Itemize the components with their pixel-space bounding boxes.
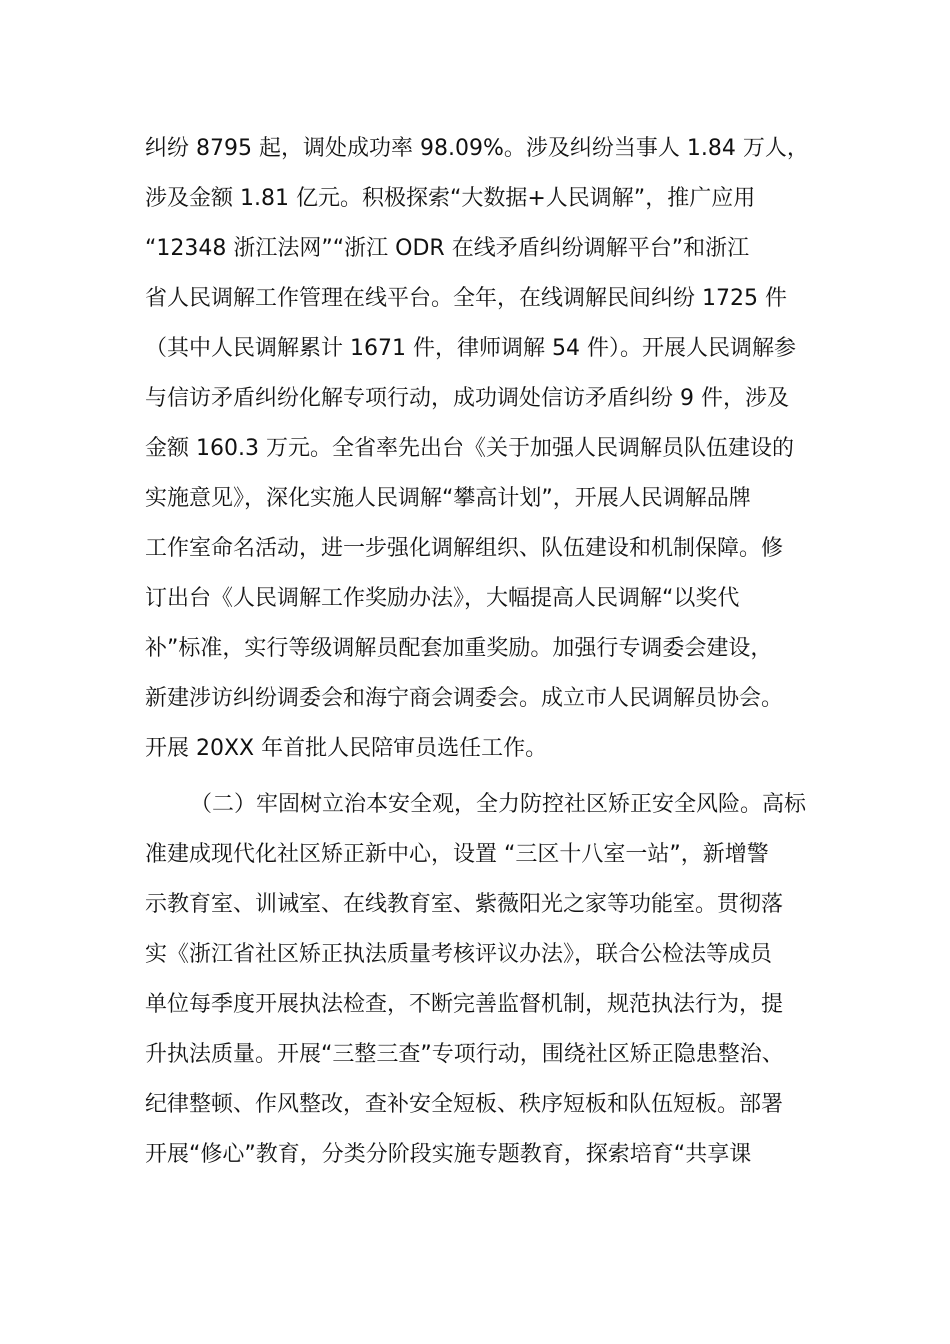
text-line-21: 开展“修心”教育，分类分阶段实施专题教育，探索培育“共享课 [145,1142,752,1167]
text-line-20: 纪律整顿、作风整改，查补安全短板、秩序短板和队伍短板。部署 [145,1092,784,1117]
text-line-10: 订出台《人民调解工作奖励办法》，大幅提高人民调解“以奖代 [145,586,740,611]
text-line-3: “12348 浙江法网”“浙江 ODR 在线矛盾纠纷调解平台”和浙江 [145,236,750,261]
section-heading-line: （二）牢固树立治本安全观，全力防控社区矫正安全风险。高标 [190,792,807,817]
text-line-13: 开展 20XX 年首批人民陪审员选任工作。 [145,736,548,761]
text-line-5: （其中人民调解累计 1671 件，律师调解 54 件）。开展人民调解参 [145,336,796,361]
text-line-7: 金额 160.3 万元。全省率先出台《关于加强人民调解员队伍建设的 [145,436,794,461]
text-line-19: 升执法质量。开展“三整三查”专项行动，围绕社区矫正隐患整治、 [145,1042,784,1067]
text-line-17: 实《浙江省社区矫正执法质量考核评议办法》，联合公检法等成员 [145,942,773,967]
text-line-18: 单位每季度开展执法检查，不断完善监督机制，规范执法行为，提 [145,992,784,1017]
text-line-6: 与信访矛盾纠纷化解专项行动，成功调处信访矛盾纠纷 9 件，涉及 [145,386,789,411]
text-line-15: 准建成现代化社区矫正新中心，设置 “三区十八室一站”，新增警 [145,842,769,867]
text-line-2: 涉及金额 1.81 亿元。积极探索“大数据+人民调解”，推广应用 [145,186,756,211]
text-line-16: 示教育室、训诫室、在线教育室、紫薇阳光之家等功能室。贯彻落 [145,892,784,917]
text-line-12: 新建涉访纠纷调委会和海宁商会调委会。成立市人民调解员协会。 [145,686,784,711]
text-line-1: 纠纷 8795 起，调处成功率 98.09%。涉及纠纷当事人 1.84 万人， [145,136,809,161]
text-line-11: 补”标准，实行等级调解员配套加重奖励。加强行专调委会建设， [145,636,773,661]
text-line-8: 实施意见》，深化实施人民调解“攀高计划”，开展人民调解品牌 [145,486,751,511]
text-line-9: 工作室命名活动，进一步强化调解组织、队伍建设和机制保障。修 [145,536,784,561]
text-line-4: 省人民调解工作管理在线平台。全年，在线调解民间纠纷 1725 件 [145,286,787,311]
